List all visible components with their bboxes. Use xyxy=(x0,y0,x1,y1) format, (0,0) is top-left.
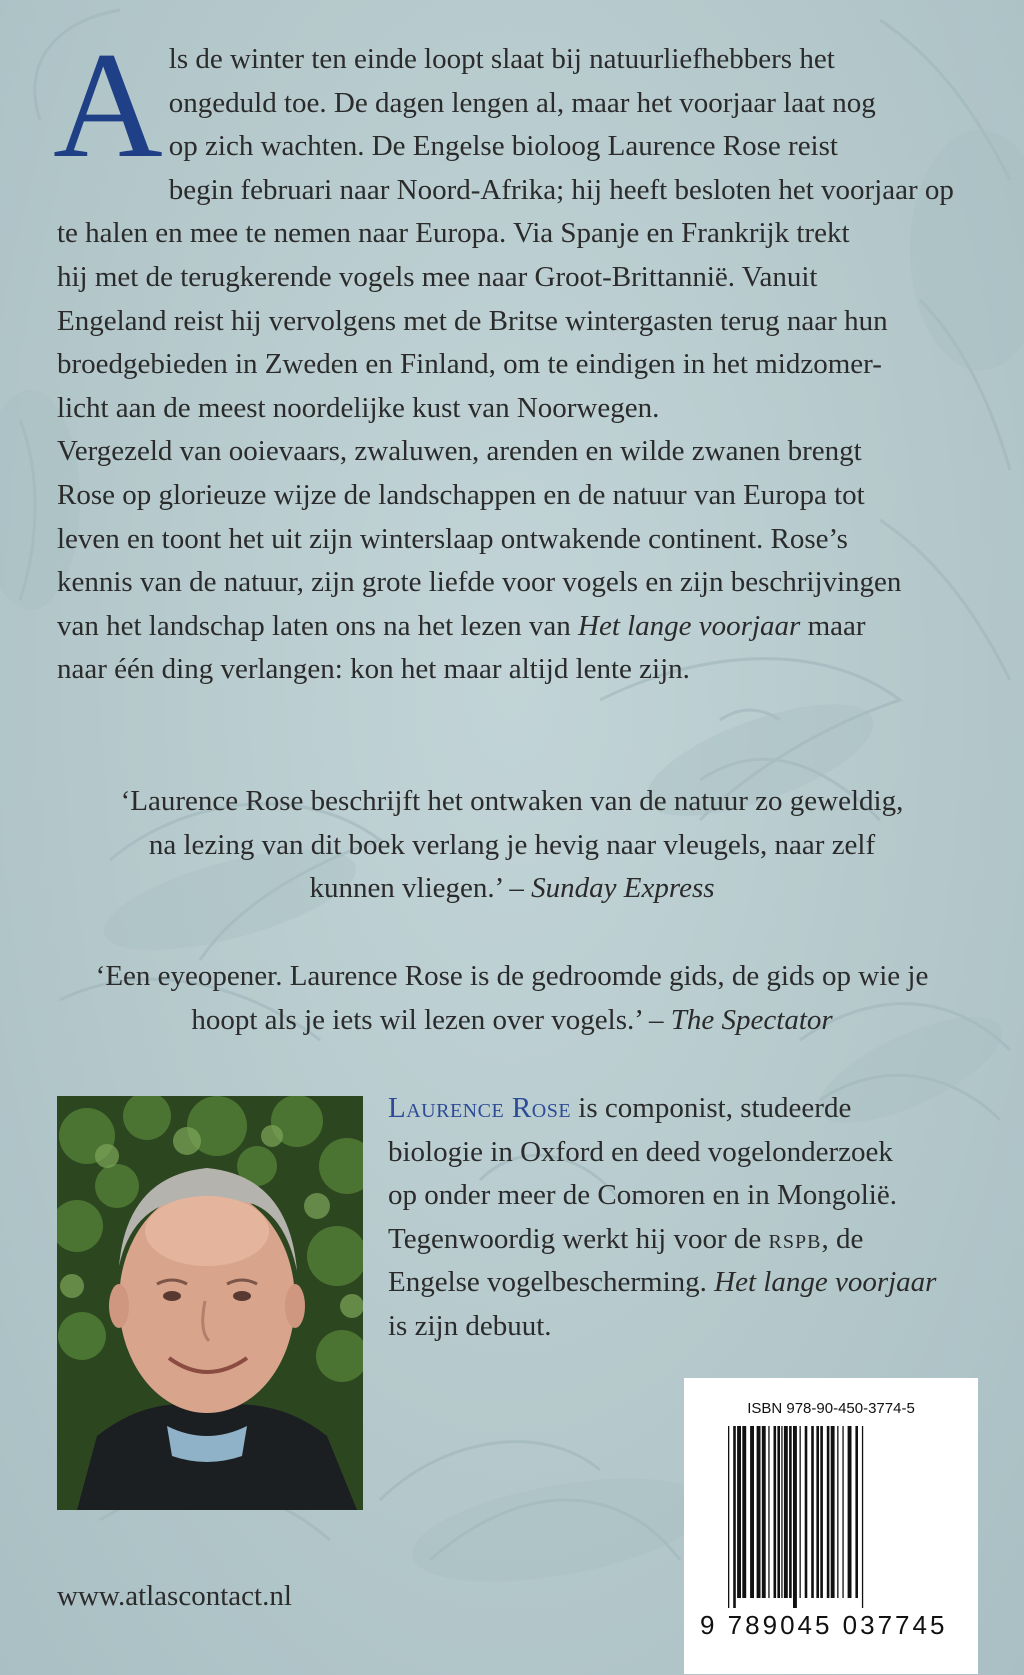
author-bio xyxy=(388,1087,998,1349)
blurb-line: licht aan de meest noordelijke kust van Noorwegen. xyxy=(57,391,660,424)
isbn-barcode xyxy=(684,1378,978,1674)
bio-text: Engelse vogelbescherming. xyxy=(388,1266,715,1299)
barcode-bars xyxy=(724,1426,944,1608)
blurb-line: naar één ding verlangen: kon het maar altijd lente zijn. xyxy=(57,653,690,686)
barcode-digits: 9 789045 037745 xyxy=(700,1610,948,1640)
barcode-bar xyxy=(742,1426,746,1598)
barcode-bar xyxy=(837,1426,838,1598)
bio-text: , de xyxy=(821,1222,864,1255)
organization-name: rspb xyxy=(768,1222,822,1255)
barcode-bar xyxy=(848,1426,852,1598)
quote-line xyxy=(40,867,984,911)
book-title: Het lange voorjaar xyxy=(578,609,801,642)
quote-source: Sunday Express xyxy=(531,872,715,905)
bio-line: is zijn debuut. xyxy=(388,1309,552,1342)
author-name: Laurence Rose xyxy=(388,1092,572,1124)
blurb-line xyxy=(57,605,997,649)
blurb-line: te halen en mee te nemen naar Europa. Via Spanje en Frankrijk trekt xyxy=(57,217,850,250)
bio-line xyxy=(388,1218,998,1262)
isbn-label: ISBN 978-90-450-3774-5 xyxy=(747,1400,915,1417)
blurb-line: kennis van de natuur, zijn grote liefde voor vogels en zijn beschrijvingen xyxy=(57,566,902,599)
blurb-text: van het landschap laten ons na het lezen van xyxy=(57,609,578,642)
blurb-line: Engeland reist hij vervolgens met de Britse wintergasten terug naar hun xyxy=(57,304,888,337)
blurb-line: ls de winter ten einde loopt slaat bij natuurliefhebbers het xyxy=(168,43,835,75)
quote-text: kunnen vliegen.’ – xyxy=(309,872,532,905)
barcode-bar xyxy=(728,1426,729,1608)
barcode-bar xyxy=(816,1426,819,1598)
barcode-bar xyxy=(827,1426,830,1598)
bio-line xyxy=(388,1261,998,1305)
quote-line: ‘Laurence Rose beschrijft het ontwaken van de natuur zo geweldig, xyxy=(120,785,904,817)
barcode-bar xyxy=(774,1426,777,1598)
quote-line: ‘Een eyeopener. Laurence Rose is de gedroomde gids, de gids op wie je xyxy=(95,960,929,992)
barcode-bar xyxy=(800,1426,801,1598)
blurb-line: leven en toont het uit zijn winterslaap ontwakende continent. Rose’s xyxy=(57,522,848,555)
book-blurb xyxy=(53,21,997,692)
barcode-bar xyxy=(842,1426,843,1598)
quote-source: The Spectator xyxy=(670,1003,833,1036)
author-portrait-image xyxy=(57,1096,363,1510)
quote-text: hoopt als je iets wil lezen over vogels.’ – xyxy=(191,1003,671,1036)
barcode-bar xyxy=(784,1426,788,1598)
barcode-bar xyxy=(831,1426,835,1598)
author-photo xyxy=(57,1096,363,1510)
barcode-bar xyxy=(793,1426,797,1608)
blurb-line: begin februari naar Noord-Afrika; hij heeft besloten het voorjaar op xyxy=(168,173,954,206)
blurb-text: maar xyxy=(800,609,866,642)
barcode-bar xyxy=(781,1426,782,1598)
blurb-line: Rose op glorieuze wijze de landschappen en de natuur van Europa tot xyxy=(57,478,865,511)
blurb-line: Vergezeld van ooievaars, zwaluwen, arenden en wilde zwanen brengt xyxy=(57,435,862,468)
review-quote-sunday-express xyxy=(40,780,984,911)
bio-text: is componist, studeerde xyxy=(571,1092,852,1124)
barcode-bar xyxy=(733,1426,736,1608)
barcode-bar xyxy=(805,1426,808,1598)
barcode-bar xyxy=(820,1426,823,1598)
bio-line: biologie in Oxford en deed vogelonderzoek xyxy=(388,1135,893,1168)
barcode-bar xyxy=(789,1426,792,1598)
barcode-bar xyxy=(862,1426,863,1608)
quote-line: na lezing van dit boek verlang je hevig naar vleugels, naar zelf xyxy=(148,828,876,861)
blurb-line: hij met de terugkerende vogels mee naar Groot-Brittannië. Vanuit xyxy=(57,260,818,293)
quote-line xyxy=(40,999,984,1043)
barcode-bar xyxy=(855,1426,858,1598)
bio-text: Tegenwoordig werkt hij voor de xyxy=(388,1222,769,1255)
barcode-bar xyxy=(777,1426,780,1598)
barcode-bar xyxy=(737,1426,741,1598)
barcode-bar xyxy=(757,1426,761,1598)
publisher-website: www.atlascontact.nl xyxy=(57,1580,292,1612)
bio-line: op onder meer de Comoren en in Mongolië. xyxy=(388,1179,897,1212)
blurb-line: op zich wachten. De Engelse bioloog Laurence Rose reist xyxy=(168,130,838,163)
book-title: Het lange voorjaar xyxy=(714,1266,937,1299)
barcode-bar xyxy=(762,1426,766,1598)
review-quote-spectator xyxy=(40,955,984,1042)
barcode-bar xyxy=(750,1426,754,1598)
bio-line xyxy=(388,1087,998,1131)
barcode-bar xyxy=(811,1426,814,1598)
drop-cap: A xyxy=(53,21,163,189)
blurb-line: broedgebieden in Zweden en Finland, om te eindigen in het midzomer- xyxy=(57,348,882,381)
barcode-bar xyxy=(768,1426,769,1598)
blurb-line: ongeduld toe. De dagen lengen al, maar het voorjaar laat nog xyxy=(168,86,876,119)
